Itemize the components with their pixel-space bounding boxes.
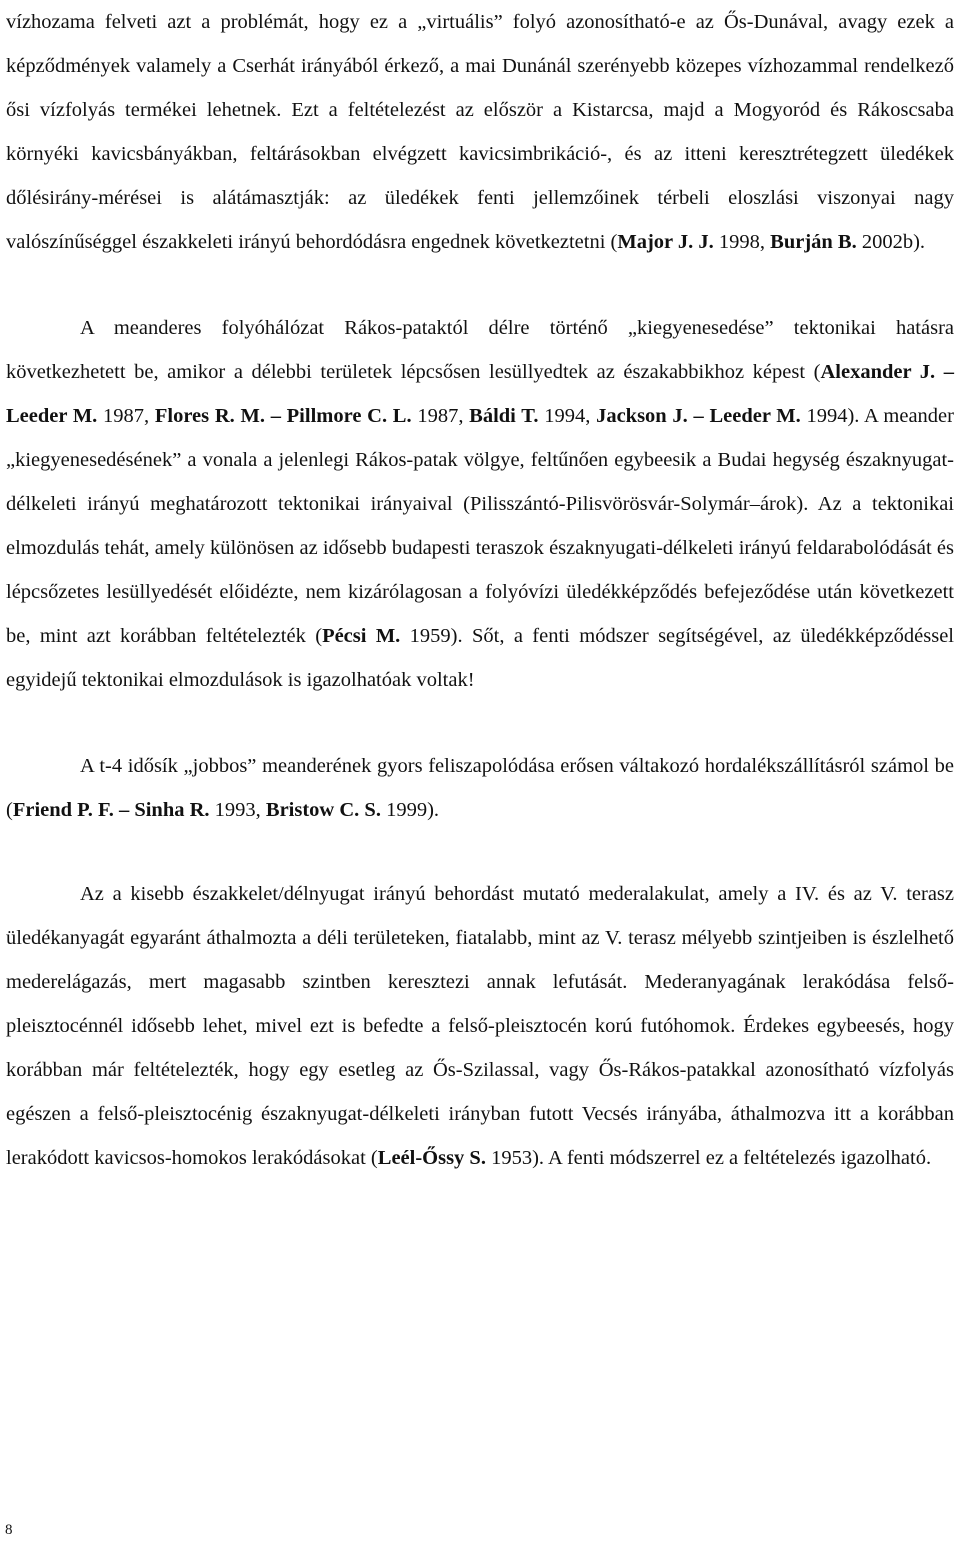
citation-author: Bristow C. S.	[265, 799, 381, 821]
text-run: 1959). Sőt, a fenti módszer segítségével, az üledékképződéssel egyidejű tektonikai elmozdulások is igazolhatóak voltak!	[6, 625, 955, 691]
paragraph-4	[6, 872, 954, 1180]
text-run: 1998,	[713, 231, 771, 253]
citation-author: Jackson J. – Leeder M.	[596, 405, 801, 427]
text-run: 1994). A meander „kiegyenesedésének” a vonala a jelenlegi Rákos-patak völgye, feltűnően egybeesik a Budai hegység északnyugat-délkeleti irányú meghatározott tektonikai irányaival (Pilisszántó-Pilisvörösvár-Solymár–árok). Az a tektonikai elmozdulás tehát, amely különösen az idősebb budapesti teraszok északnyugati-délkeleti irányú feldarabolódását és lépcsőzetes lesüllyedését előidézte, nem kizárólagosan a folyóvízi üledékképződés befejeződése után következett be, mint azt korábban feltételezték (	[6, 405, 954, 647]
citation-author: Pécsi M.	[322, 625, 401, 647]
paragraph-3	[6, 744, 954, 832]
text-run: A t-4 idősík „jobbos” meanderének gyors feliszapolódása erősen váltakozó hordalékszállításról számol be (	[6, 755, 954, 821]
text-run: 1994,	[538, 405, 597, 427]
citation-author: Burján B.	[770, 231, 857, 253]
paragraph-2	[6, 306, 954, 702]
text-run: 1999).	[380, 799, 440, 821]
text-run: 1987,	[411, 405, 470, 427]
text-run: 1993,	[209, 799, 266, 821]
text-run: A meanderes folyóhálózat Rákos-pataktól délre történő „kiegyenesedése” tektonikai hatásra következhetett be, amikor a délebbi területek lépcsősen lesüllyedtek az északabbikhoz képest (	[6, 317, 954, 383]
text-run: 2002b).	[856, 231, 926, 253]
citation-author: Friend P. F. – Sinha R.	[12, 799, 210, 821]
citation-author: Leél-Őssy S.	[377, 1147, 486, 1169]
text-run: 1987,	[97, 405, 155, 427]
citation-author: Major J. J.	[617, 231, 714, 253]
citation-author: Báldi T.	[469, 405, 539, 427]
page-number: 8	[5, 1522, 13, 1538]
citation-author: Flores R. M. – Pillmore C. L.	[154, 405, 412, 427]
paragraph-1	[6, 0, 954, 264]
text-run: 1953). A fenti módszerrel ez a feltételezés igazolható.	[485, 1147, 932, 1169]
document-body	[6, 0, 954, 1180]
citation-author: Alexander J. – Leeder M.	[6, 361, 954, 427]
text-run: Az a kisebb északkelet/délnyugat irányú behordást mutató mederalakulat, amely a IV. és az V. terasz üledékanyagát egyaránt áthalmozta a déli területeken, fiatalabb, mint az V. terasz mélyebb szintjeiben is észlelhető mederelágazás, mert magasabb szintben keresztezi annak lefutását. Mederanyagának lerakódása felső-pleisztocénnél idősebb lehet, mivel ezt is befedte a felső-pleisztocén korú futóhomok. Érdekes egybeesés, hogy korábban már feltételezték, hogy egy esetleg az Ős-Szilassal, vagy Ős-Rákos-patakkal azonosítható vízfolyás egészen a felső-pleisztocénig északnyugat-délkeleti irányban futott Vecsés irányába, áthalmozva itt a korábban lerakódott kavicsos-homokos lerakódásokat (	[6, 883, 954, 1169]
text-run: vízhozama felveti azt a problémát, hogy ez a „virtuális” folyó azonosítható-e az Ős-Dunával, avagy ezek a képződmények valamely a Cserhát irányából érkező, a mai Dunánál szerényebb közepes vízhozammal rendelkező ősi vízfolyás termékei lehetnek. Ezt a feltételezést az először a Kistarcsa, majd a Mogyoród és Rákoscsaba környéki kavicsbányákban, feltárásokban elvégzett kavicsimbrikáció-, és az itteni keresztrétegzett üledékek dőlésirány-mérései is alátámasztják: az üledékek fenti jellemzőinek térbeli eloszlási viszonyai nagy valószínűséggel északkeleti irányú behordódásra engednek következtetni (	[6, 11, 954, 253]
